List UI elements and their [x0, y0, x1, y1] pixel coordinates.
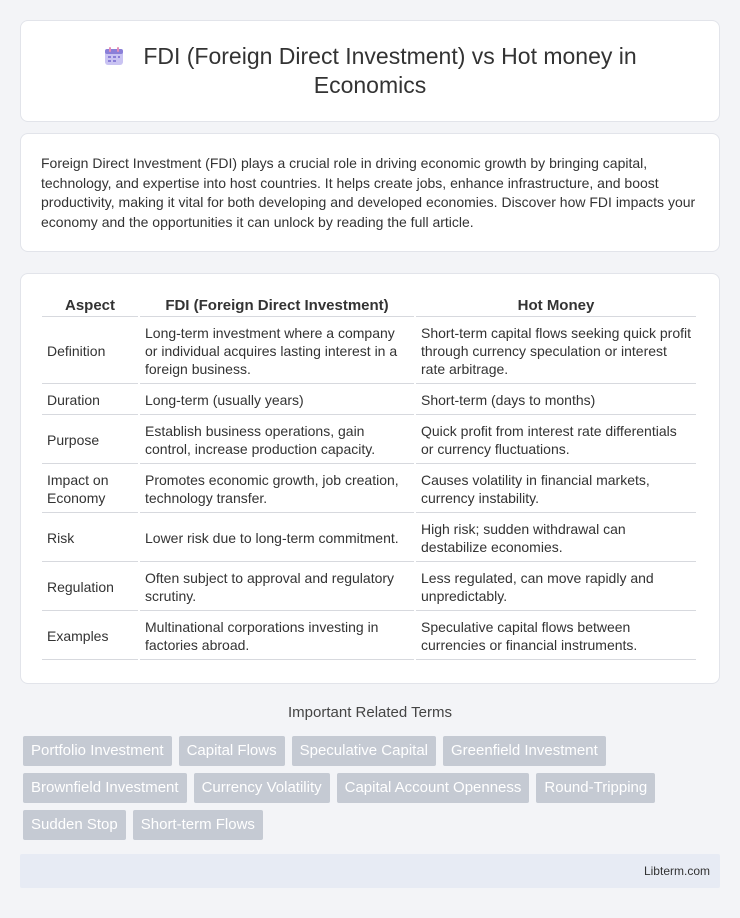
header-hot-money: Hot Money [416, 293, 696, 317]
fdi-cell: Often subject to approval and regulatory scrutiny. [140, 564, 414, 611]
table-row [42, 613, 696, 660]
fdi-cell: Long-term investment where a company or individual acquires lasting interest in a foreign business. [140, 319, 414, 384]
title-container [21, 21, 719, 121]
aspect-cell: Duration [42, 386, 138, 415]
fdi-cell: Multinational corporations investing in factories abroad. [140, 613, 414, 660]
hot-money-cell: Causes volatility in financial markets, currency instability. [416, 466, 696, 513]
tag-round-tripping[interactable]: Round-Tripping [536, 773, 655, 803]
table-row [42, 466, 696, 513]
intro-paragraph: Foreign Direct Investment (FDI) plays a crucial role in driving economic growth by bringing capital, technology, and expertise into host countries. It helps create jobs, enhance infrastructure, and boost productivity, making it vital for both developing and developed economies. Discover how FDI impacts your economy and the opportunities it can unlock by reading the full article. [41, 155, 696, 230]
aspect-cell: Regulation [42, 564, 138, 611]
aspect-cell: Impact on Economy [42, 466, 138, 513]
header-fdi: FDI (Foreign Direct Investment) [140, 293, 414, 317]
tag-speculative-capital[interactable]: Speculative Capital [292, 736, 436, 766]
intro-card [20, 133, 720, 252]
hot-money-cell: Speculative capital flows between currencies or financial instruments. [416, 613, 696, 660]
fdi-cell: Long-term (usually years) [140, 386, 414, 415]
tag-capital-account-openness[interactable]: Capital Account Openness [337, 773, 530, 803]
aspect-cell: Purpose [42, 417, 138, 464]
page-title-text: FDI (Foreign Direct Investment) vs Hot money in Economics [143, 43, 637, 98]
table-row [42, 564, 696, 611]
fdi-cell: Lower risk due to long-term commitment. [140, 515, 414, 562]
table-row [42, 417, 696, 464]
footer-site-link[interactable]: Libterm.com [643, 864, 710, 878]
page-title [81, 42, 659, 100]
hot-money-cell: High risk; sudden withdrawal can destabilize economies. [416, 515, 696, 562]
footer [20, 854, 720, 888]
fdi-cell: Promotes economic growth, job creation, technology transfer. [140, 466, 414, 513]
tag-portfolio-investment[interactable]: Portfolio Investment [23, 736, 172, 766]
table-row [42, 319, 696, 384]
header-aspect: Aspect [42, 293, 138, 317]
hot-money-cell: Quick profit from interest rate differentials or currency fluctuations. [416, 417, 696, 464]
table-header-row [42, 293, 696, 317]
related-terms-heading: Important Related Terms [288, 704, 452, 721]
tag-currency-volatility[interactable]: Currency Volatility [194, 773, 330, 803]
tag-sudden-stop[interactable]: Sudden Stop [23, 810, 126, 840]
tag-greenfield-investment[interactable]: Greenfield Investment [443, 736, 606, 766]
calendar-icon [103, 45, 125, 67]
table-row [42, 386, 696, 415]
hot-money-cell: Short-term capital flows seeking quick profit through currency speculation or interest rate arbitrage. [416, 319, 696, 384]
aspect-cell: Definition [42, 319, 138, 384]
related-terms-list [23, 736, 713, 840]
title-card [20, 20, 720, 122]
tag-brownfield-investment[interactable]: Brownfield Investment [23, 773, 187, 803]
comparison-table [40, 291, 698, 662]
tag-short-term-flows[interactable]: Short-term Flows [133, 810, 263, 840]
comparison-card [20, 273, 720, 684]
aspect-cell: Risk [42, 515, 138, 562]
table-row [42, 515, 696, 562]
fdi-cell: Establish business operations, gain control, increase production capacity. [140, 417, 414, 464]
hot-money-cell: Less regulated, can move rapidly and unpredictably. [416, 564, 696, 611]
hot-money-cell: Short-term (days to months) [416, 386, 696, 415]
tag-capital-flows[interactable]: Capital Flows [179, 736, 285, 766]
aspect-cell: Examples [42, 613, 138, 660]
